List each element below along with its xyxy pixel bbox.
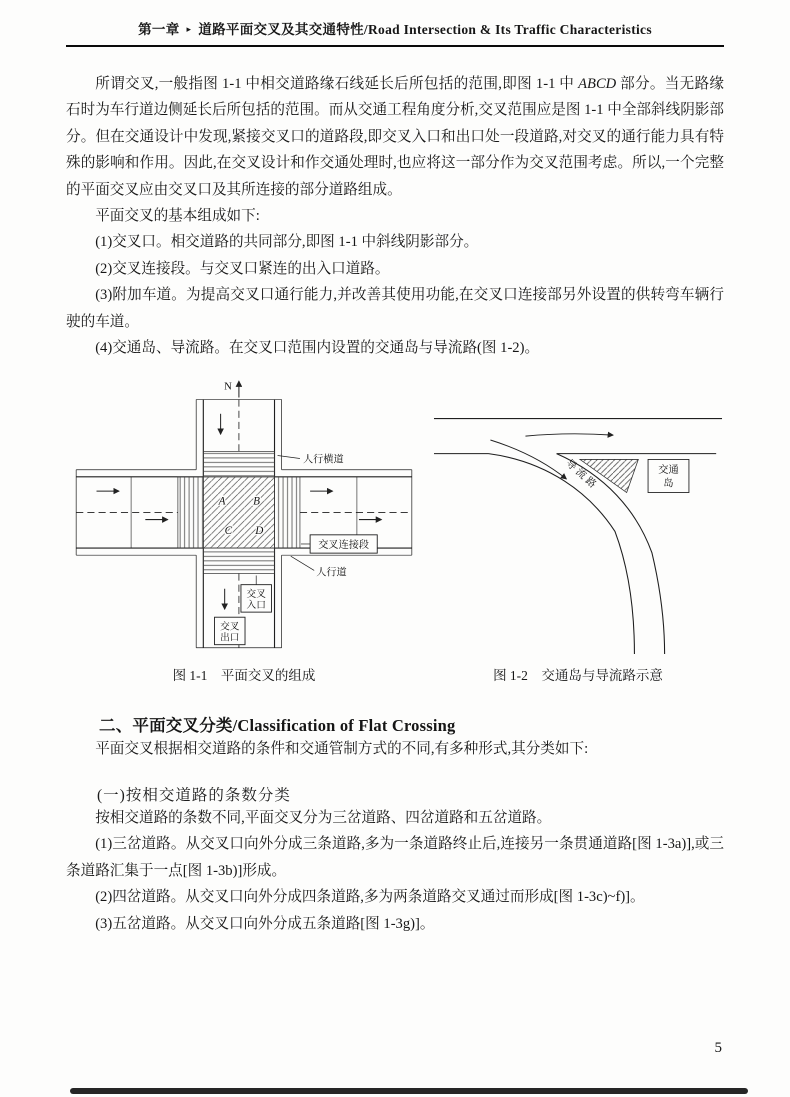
list-item-1: (1)交叉口。相交道路的共同部分,即图 1-1 中斜线阴影部分。 [95,234,479,251]
crosswalk-label: 人行横道 [302,455,344,467]
north-label: N [224,380,232,393]
crosswalk-bottom [203,549,274,574]
channel-label: 导流路 [563,458,600,493]
quadrant-c-label: C [224,525,233,538]
sidewalk-label: 人行道 [316,567,347,579]
header-bullet-icon: ▸ [186,24,192,34]
flow-arrows [490,434,613,479]
page-bottom-edge [70,1088,748,1094]
traffic-island-diagram [432,403,724,656]
crosswalk-left [178,477,203,548]
section-intro-paragraph: 平面交叉根据相交道路的条件和交通管制方式的不同,有多种形式,其分类如下: [95,741,589,758]
intro-p1-abcd: ABCD [578,76,617,92]
header-rule [66,45,724,47]
island-label-line2: 岛 [663,479,674,491]
entry-label-line1: 交叉 [246,589,266,601]
entry-label-line2: 入口 [246,600,266,612]
chapter-label: 第一章 [138,22,180,37]
figure-1-2-caption: 图 1-2 交通岛与导流路示意 [493,668,663,684]
figure-1-1-caption: 图 1-1 平面交叉的组成 [172,668,316,684]
body-text [66,71,724,361]
quadrant-b-label: B [253,495,260,508]
north-arrow-icon [224,381,239,398]
intro-p1-a: 所谓交叉,一般指图 1-1 中相交道路缘石线延长后所包括的范围,即图 1-1 中 [95,76,579,92]
list-item-2: (2)交叉连接段。与交叉口紧连的出入口道路。 [95,260,390,277]
intersection-core-hatch [203,477,274,548]
subsection-heading: (一)按相交道路的条数分类 [97,786,291,804]
section-heading: 二、平面交叉分类/Classification of Flat Crossing [99,716,456,736]
figure-1-2 [432,403,724,684]
subsection-item-3: (3)五岔道路。从交叉口向外分成五条道路[图 1-3g)]。 [95,915,435,932]
road-lines-fig2 [434,419,722,654]
intro-lead: 平面交叉的基本组成如下: [95,208,260,225]
subsection-intro-paragraph: 按相交道路的条数不同,平面交叉分为三岔道路、四岔道路和五岔道路。 [95,809,552,826]
exit-label-line2: 出口 [220,633,240,645]
connector-label: 交叉连接段 [318,540,370,552]
intro-p1-b: 部分。当无路缘石时为车行道边侧延长后所包括的范围。而从交通工程角度分析,交叉范围应是图 1-1 中全部斜线阴影部分。但在交通设计中发现,紧接交叉口的道路段,即交叉入口和出口处一段道路,对交叉的通行能力具有特殊的影响和作用。因此,在交叉设计和作交通处理时,也应将这一部分作为交叉范围考虑。所以,一个完整的平面交叉应由交叉口及其所连接的部分道路组成。 [66,76,724,198]
intro-paragraph [66,71,724,203]
quadrant-d-label: D [255,525,264,538]
list-item-4: (4)交通岛、导流路。在交叉口范围内设置的交通岛与导流路(图 1-2)。 [95,340,540,357]
figure-1-1 [66,375,422,684]
intersection-diagram [66,375,422,656]
quadrant-a-label: A [218,495,226,508]
island-label-line1: 交通 [658,465,679,477]
crosswalk-top [203,452,274,477]
list-item-3: (3)附加车道。为提高交叉口通行能力,并改善其使用功能,在交叉口连接部另外设置的供转弯车辆行驶的车道。 [66,287,724,330]
subsection-item-2: (2)四岔道路。从交叉口向外分成四条道路,多为两条道路交叉通过而形成[图 1-3c)~f)]。 [95,889,645,906]
subsection-item-1: (1)三岔道路。从交叉口向外分成三条道路,多为一条道路终止后,连接另一条贯通道路[图 1-3a)],或三条道路汇集于一点[图 1-3b)]形成。 [66,836,724,879]
page-number: 5 [714,1040,722,1056]
crosswalk-right [275,477,300,548]
exit-label-line1: 交叉 [220,621,240,633]
chapter-title: 道路平面交叉及其交通特性/Road Intersection & Its Traffic Characteristics [198,22,652,37]
figures-row [66,375,724,684]
page-header [66,18,724,38]
